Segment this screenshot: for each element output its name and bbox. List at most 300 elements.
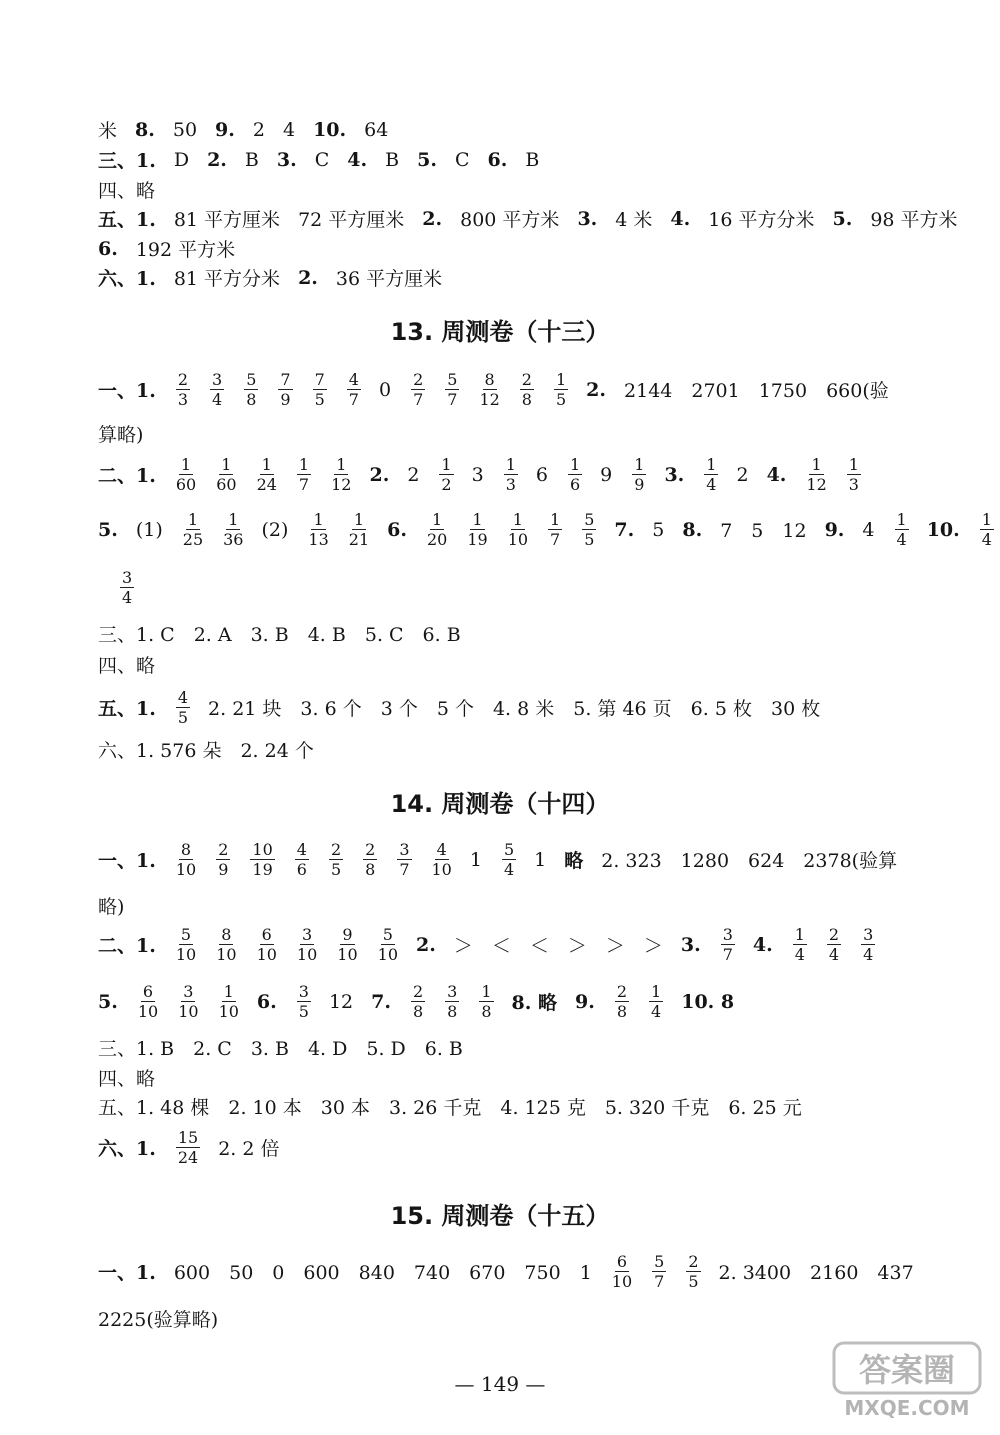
denominator: 4 [863,945,874,964]
denominator: 60 [216,475,237,494]
fraction [183,510,203,549]
denominator: 10 [218,1002,239,1021]
numerator: 5 [382,925,393,944]
denominator: 24 [177,1148,199,1167]
denominator: 10 [377,945,398,964]
answer-token: 一、1. [98,850,156,872]
answer-line [98,420,960,447]
denominator: 5 [177,708,189,727]
denominator: 4 [122,588,133,607]
denominator: 8 [246,390,257,409]
answer-token: 2 [252,118,265,141]
answer-token: 81 平方厘米 [173,209,281,231]
numerator: 1 [228,510,239,529]
fraction [176,840,196,879]
answer-token: 2144 2701 1750 660(验 [624,380,889,402]
answer-token: 6. [487,148,508,171]
fraction [210,370,224,409]
numerator: 2 [828,925,840,944]
denominator: 10 [296,945,318,964]
numerator: 8 [180,840,192,859]
denominator: 12 [479,390,500,409]
numerator: 1 [811,455,822,474]
answer-line [98,925,960,964]
answer-token: 5. [417,148,437,171]
fraction [411,982,425,1021]
fraction [257,925,277,964]
denominator: 10 [256,945,277,964]
fraction [244,370,258,409]
answer-token: B [525,148,540,171]
answer-token: 2. 3400 2160 437 [718,1262,914,1284]
answer-token: 9. [215,118,235,141]
answer-line [98,1034,960,1061]
answer-token: 米 [98,120,118,142]
numerator: 1 [441,455,452,474]
denominator: 19 [252,860,273,879]
fraction [439,455,453,494]
answer-token: 3. [577,207,598,230]
numerator: 1 [353,510,365,529]
numerator: 1 [651,982,662,1001]
denominator: 8 [412,1002,424,1021]
numerator: 1 [896,510,907,529]
fraction [257,455,277,494]
fraction [313,370,327,409]
answer-line [98,510,992,549]
numerator: 3 [302,925,313,944]
denominator: 9 [634,475,645,494]
denominator: 5 [555,390,567,409]
answer-line [98,688,960,727]
answer-token: C [454,148,470,171]
denominator: 7 [348,390,359,409]
fraction [479,370,499,409]
numerator: 3 [212,370,223,389]
answer-token: 2. [298,266,318,289]
answer-token: 4. [670,207,691,230]
denominator: 8 [616,1002,628,1021]
answer-line [98,235,960,262]
answer-line [98,982,960,1021]
numerator: 1 [313,510,324,529]
fraction [582,510,596,549]
fraction [176,370,190,409]
fraction [445,982,459,1021]
denominator: 7 [550,530,561,549]
fraction [686,1252,700,1291]
answer-token: 8. 略 [511,992,557,1014]
denominator: 10 [175,860,197,879]
denominator: 4 [651,1002,662,1021]
denominator: 12 [806,475,827,494]
numerator: 1 [432,510,443,529]
numerator: 6 [261,925,272,944]
numerator: 2 [616,982,628,1001]
answer-token: 1 [534,848,547,871]
answer-token: (1) [135,518,163,541]
denominator: 21 [348,530,370,549]
denominator: 7 [399,860,410,879]
denominator: 9 [280,390,291,409]
fraction [250,840,274,879]
answer-token: 64 [364,118,389,141]
numerator: 1 [555,370,567,389]
denominator: 10 [611,1272,633,1291]
numerator: 4 [296,840,307,859]
fraction [649,982,663,1021]
answer-token: 六、1. 576 朵 2. 24 个 [98,740,314,762]
answer-token: 16 平方分米 [708,209,815,231]
answer-token: 2225(验算略) [98,1309,219,1331]
answer-token: 1 [469,848,482,871]
answer-token: 2. 323 1280 624 2378(验算 [601,850,898,872]
numerator: 3 [298,982,309,1001]
fraction [615,982,629,1021]
denominator: 5 [298,1002,309,1021]
watermark-text: 答案圈 [858,1351,956,1389]
answer-token: 2. [369,463,390,486]
fraction [295,840,309,879]
answer-token: 10. [313,118,347,141]
denominator: 7 [447,390,458,409]
denominator: 12 [331,475,352,494]
answer-token: 算略) [98,424,144,446]
answer-line [98,455,960,494]
section-title: 14. 周测卷（十四） [390,790,610,818]
numerator: 3 [447,982,458,1001]
page-number: — 149 — [454,1372,546,1396]
numerator: 2 [521,370,532,389]
fraction [223,510,243,549]
fraction [329,840,343,879]
fraction [612,1252,632,1291]
answer-token: 7. [371,990,391,1013]
answer-token: 9. [575,990,595,1013]
numerator: 5 [584,510,595,529]
answer-token: 600 50 0 600 840 740 670 750 1 [173,1262,592,1284]
numerator: 1 [569,455,581,474]
denominator: 8 [481,1002,492,1021]
answer-token: 三、1. C 2. A 3. B 4. B 5. C 6. B [98,624,461,646]
denominator: 4 [503,860,515,879]
numerator: 5 [503,840,515,859]
fraction [793,925,807,964]
answer-token: 4 [862,518,875,541]
numerator: 4 [177,688,189,707]
answer-line [98,1128,960,1167]
answer-line [118,568,960,607]
fraction [411,370,425,409]
numerator: 1 [512,510,523,529]
answer-token: 72 平方厘米 [298,209,405,231]
answer-token: 98 平方米 [870,209,958,231]
answer-line [98,370,960,409]
numerator: 3 [122,568,133,587]
fraction [806,455,826,494]
numerator: 5 [654,1252,665,1271]
fraction [337,925,357,964]
numerator: 4 [436,840,447,859]
denominator: 24 [256,475,277,494]
denominator: 4 [212,390,223,409]
fraction [847,455,861,494]
fraction [216,925,236,964]
fraction [721,925,735,964]
denominator: 10 [431,860,452,879]
answer-token: 7. [614,518,635,541]
numerator: 3 [399,840,410,859]
answer-token: 五、1. [98,209,156,231]
answer-token: 四、略 [98,655,156,677]
denominator: 4 [706,475,717,494]
denominator: 3 [505,475,516,494]
denominator: 10 [178,1002,199,1021]
numerator: 5 [180,925,192,944]
denominator: 25 [182,530,204,549]
answer-token: 50 [172,118,198,141]
answer-token: 一、1. [98,1262,156,1284]
watermark-url: MXQE.COM [844,1396,970,1420]
denominator: 6 [296,860,307,879]
section-title: 15. 周测卷（十五） [390,1202,610,1230]
numerator: 15 [177,1128,199,1147]
answer-line [98,620,960,647]
answer-token: 2 [407,463,420,486]
denominator: 5 [330,860,342,879]
answer-token: 略) [98,896,125,918]
fraction [219,982,239,1021]
fraction [347,370,361,409]
fraction [278,370,292,409]
fraction [445,370,459,409]
fraction [308,510,328,549]
answer-token: D [173,148,190,171]
fraction [568,455,582,494]
answer-token: 3. [680,933,701,956]
answer-token: 二、1. [98,465,156,487]
numerator: 2 [330,840,342,859]
numerator: 8 [221,925,232,944]
denominator: 5 [584,530,595,549]
denominator: 7 [654,1272,665,1291]
denominator: 5 [688,1272,699,1291]
denominator: 6 [569,475,581,494]
fraction [427,510,447,549]
denominator: 4 [828,945,840,964]
answer-token: 6 [535,463,548,486]
denominator: 10 [137,1002,159,1021]
denominator: 2 [441,475,452,494]
numerator: 9 [342,925,353,944]
answer-token: 六、1. [98,1138,156,1160]
denominator: 3 [848,475,859,494]
denominator: 7 [298,475,310,494]
answer-line [98,651,960,678]
fraction [120,568,134,607]
answer-token: 4. [752,933,773,956]
numerator: 7 [314,370,325,389]
fraction [176,925,196,964]
numerator: 1 [261,455,272,474]
answer-token: 2. [586,378,607,401]
numerator: 3 [863,925,874,944]
answer-line [98,146,960,173]
denominator: 36 [223,530,244,549]
answer-line [98,264,960,291]
fraction [297,925,317,964]
answer-token: 8. [682,518,703,541]
numerator: 2 [365,840,376,859]
answer-token: 12 [328,990,354,1013]
answer-token: 2. [416,933,436,956]
denominator: 7 [722,945,733,964]
numerator: 2 [412,982,424,1001]
numerator: 8 [484,370,495,389]
answer-token: 6. [256,990,277,1013]
answer-token: 10. [926,518,960,541]
section-title: 13. 周测卷（十三） [390,318,610,346]
numerator: 1 [550,510,561,529]
numerator: 3 [722,925,733,944]
denominator: 10 [216,945,237,964]
answer-token: 四、略 [98,180,156,202]
answer-token: 略 [564,850,584,872]
answer-line [98,116,960,143]
fraction [895,510,909,549]
answer-line [98,1064,960,1091]
numerator: 2 [688,1252,699,1271]
answer-line [98,1252,960,1291]
answer-token: 7 5 12 [720,520,807,542]
answer-token: 5. [832,207,853,230]
fraction [652,1252,666,1291]
numerator: 6 [616,1252,628,1271]
numerator: 6 [142,982,154,1001]
answer-token: 800 平方米 [460,209,560,231]
numerator: 2 [218,840,229,859]
numerator: 3 [183,982,194,1001]
denominator: 4 [794,945,805,964]
answer-token: 四、略 [98,1068,156,1090]
fraction [632,455,646,494]
numerator: 2 [413,370,424,389]
numerator: 1 [472,510,483,529]
numerator: 1 [794,925,805,944]
answer-token: 8. [135,118,155,141]
answer-token: 2. 2 倍 [218,1138,280,1160]
answer-token: 81 平方分米 [173,268,281,290]
fraction [297,982,311,1021]
fraction [704,455,718,494]
numerator: 1 [634,455,645,474]
numerator: 5 [447,370,458,389]
answer-line [98,892,960,919]
denominator: 5 [314,390,325,409]
answer-token: 一、1. [98,380,156,402]
answer-token: 2. [207,148,227,171]
answer-line [98,1093,960,1120]
answer-token: 三、1. [98,150,156,172]
fraction [216,455,236,494]
answer-line [98,1305,960,1332]
denominator: 4 [981,530,992,549]
fraction [176,688,190,727]
fraction [432,840,452,879]
denominator: 13 [308,530,329,549]
denominator: 9 [218,860,229,879]
answer-token: 5 [652,518,665,541]
fraction [176,455,196,494]
numerator: 1 [481,982,492,1001]
numerator: 1 [298,455,310,474]
answer-token: 0 [378,378,392,401]
denominator: 4 [896,530,907,549]
answer-token: 3. [664,463,685,486]
numerator: 1 [223,982,234,1001]
denominator: 60 [175,475,197,494]
fraction [349,510,369,549]
answer-token: 9. [824,518,845,541]
answer-line [98,736,960,763]
numerator: 4 [348,370,359,389]
numerator: 1 [180,455,192,474]
fraction [479,982,493,1021]
numerator: 2 [177,370,189,389]
answer-token: C [314,148,330,171]
watermark-logo [832,1339,982,1421]
fraction [378,925,398,964]
fraction [554,370,568,409]
numerator: 1 [505,455,516,474]
fraction [138,982,158,1021]
answer-line [98,205,960,232]
fraction [520,370,534,409]
answer-token: 2. 21 块 3. 6 个 3 个 5 个 4. 8 米 5. 第 46 页 6. 5 枚 30 枚 [208,698,821,720]
denominator: 20 [426,530,448,549]
fraction [176,1128,200,1167]
answer-token: 3 [471,463,484,486]
fraction [504,455,518,494]
numerator: 1 [187,510,199,529]
denominator: 8 [447,1002,458,1021]
answer-line [98,840,960,879]
answer-token: 36 平方厘米 [335,268,443,290]
denominator: 10 [337,945,358,964]
denominator: 8 [365,860,376,879]
answer-token: 9 [600,463,613,486]
fraction [548,510,562,549]
numerator: 5 [246,370,257,389]
answer-token: 2 [736,463,749,486]
answer-token: 192 平方米 [135,239,236,261]
answer-token: 6. [387,518,407,541]
numerator: 1 [706,455,717,474]
fraction [861,925,875,964]
numerator: 1 [336,455,347,474]
numerator: 1 [981,510,992,529]
answer-token: 五、1. [98,698,156,720]
answer-token: (2) [261,518,289,541]
fraction [297,455,311,494]
denominator: 3 [177,390,189,409]
answer-token: 10. 8 [681,990,735,1013]
denominator: 10 [175,945,197,964]
numerator: 7 [280,370,291,389]
answer-token: 二、1. [98,935,156,957]
denominator: 19 [467,530,488,549]
fraction [980,510,994,549]
